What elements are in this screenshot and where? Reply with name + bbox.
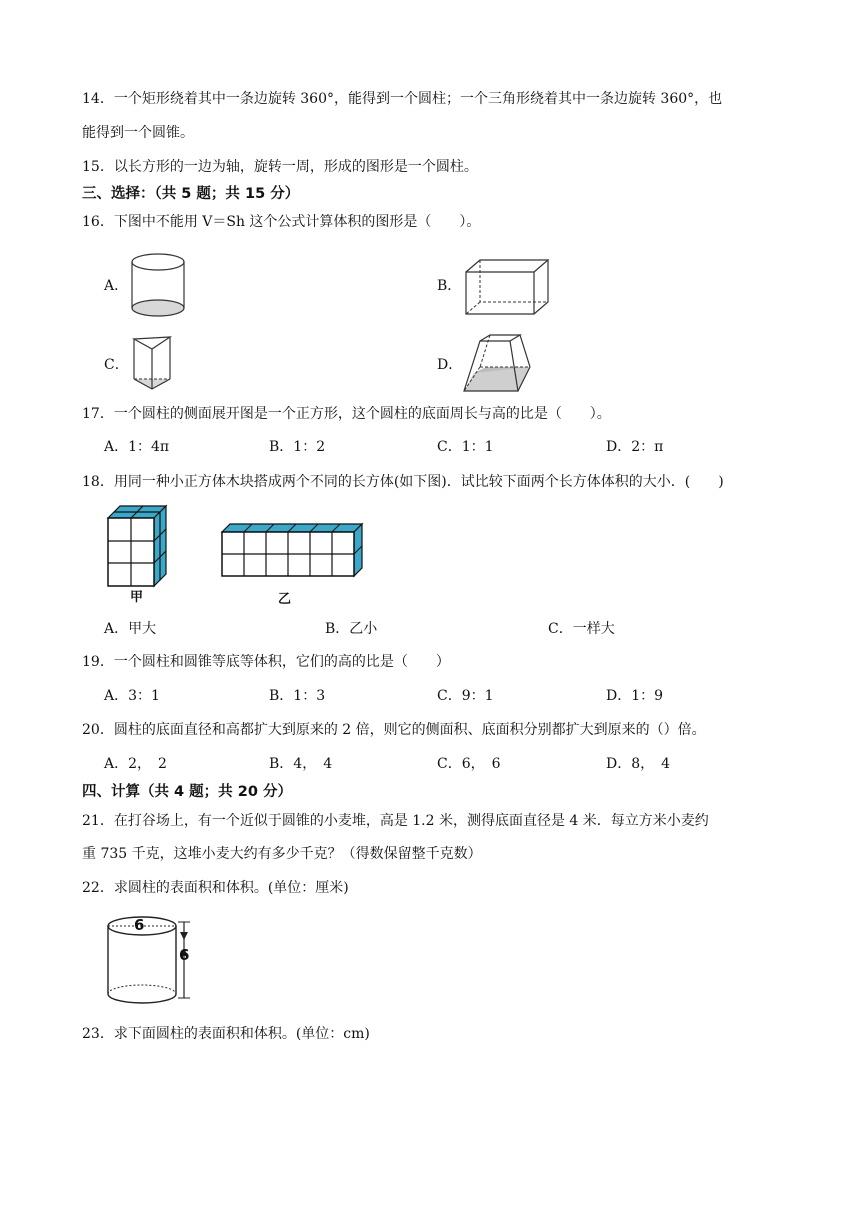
q20-option-b: B．4， 4	[269, 756, 333, 772]
q20-option-a: A．2， 2	[104, 756, 167, 772]
q19-option-d: D．1：9	[606, 688, 664, 704]
q19-stem: 19．一个圆柱和圆锥等底等体积，它们的高的比是（ ）	[82, 654, 450, 670]
q18-stem: 18．用同一种小正方体木块搭成两个不同的长方体(如下图)．试比较下面两个长方体体积的大小．( )	[82, 474, 724, 490]
q16-label-b: B．	[437, 278, 462, 294]
stack-jia	[108, 506, 166, 586]
triangular-prism-figure-c	[130, 333, 174, 395]
q19-option-b: B．1：3	[269, 688, 326, 704]
q17-option-a: A．1：4π	[104, 439, 170, 455]
q18-option-a: A．甲大	[104, 621, 157, 637]
q22-height-label: 6	[179, 946, 190, 964]
q18-option-c: C．一样大	[548, 621, 615, 637]
stack-yi	[222, 524, 362, 576]
q20-option-d: D．8， 4	[606, 756, 671, 772]
q17-option-b: B．1：2	[269, 439, 326, 455]
q20-option-c: C．6， 6	[437, 756, 501, 772]
q20-stem: 20．圆柱的底面直径和高都扩大到原来的 2 倍，则它的侧面积、底面积分别都扩大到原来的（）倍。	[82, 722, 706, 738]
q17-option-d: D．2：π	[606, 439, 664, 455]
q16-label-a: A．	[104, 278, 129, 294]
q22-stem: 22．求圆柱的表面积和体积。(单位：厘米)	[82, 880, 349, 896]
q19-option-c: C．9：1	[437, 688, 494, 704]
q16-stem: 16．下图中不能用 V＝Sh 这个公式计算体积的图形是（ ）。	[82, 214, 481, 230]
q15-text: 15．以长方形的一边为轴，旋转一周，形成的图形是一个圆柱。	[82, 159, 478, 175]
q18-option-b: B．乙小	[325, 621, 378, 637]
fig-label-jia: 甲	[130, 590, 144, 605]
section-4-heading: 四、计算（共 4 题；共 20 分）	[82, 784, 292, 800]
cylinder-figure-a	[128, 252, 190, 322]
q17-option-c: C．1：1	[437, 439, 494, 455]
q19-option-a: A．3：1	[104, 688, 160, 704]
frustum-figure-d	[462, 333, 536, 395]
q21-line1: 21．在打谷场上，有一个近似于圆锥的小麦堆，高是 1.2 米，测得底面直径是 4 米．每立方米小麦约	[82, 813, 709, 829]
fig-label-yi: 乙	[278, 592, 292, 607]
q17-stem: 17．一个圆柱的侧面展开图是一个正方形，这个圆柱的底面周长与高的比是（ ）。	[82, 406, 611, 422]
q16-label-d: D．	[437, 357, 463, 373]
q22-diameter-label: 6	[134, 916, 145, 934]
q14-line1: 14．一个矩形绕着其中一条边旋转 360°，能得到一个圆柱；一个三角形绕着其中一条边旋转 360°，也	[82, 91, 723, 107]
q21-line2: 重 735 千克，这堆小麦大约有多少千克？（得数保留整千克数）	[82, 846, 482, 862]
q14-line2: 能得到一个圆锥。	[82, 125, 194, 141]
q23-stem: 23．求下面圆柱的表面积和体积。(单位：cm)	[82, 1026, 370, 1042]
section-3-heading: 三、选择：（共 5 题；共 15 分）	[82, 186, 300, 202]
q16-label-c: C．	[104, 357, 129, 373]
prism-figure-b	[464, 258, 552, 318]
